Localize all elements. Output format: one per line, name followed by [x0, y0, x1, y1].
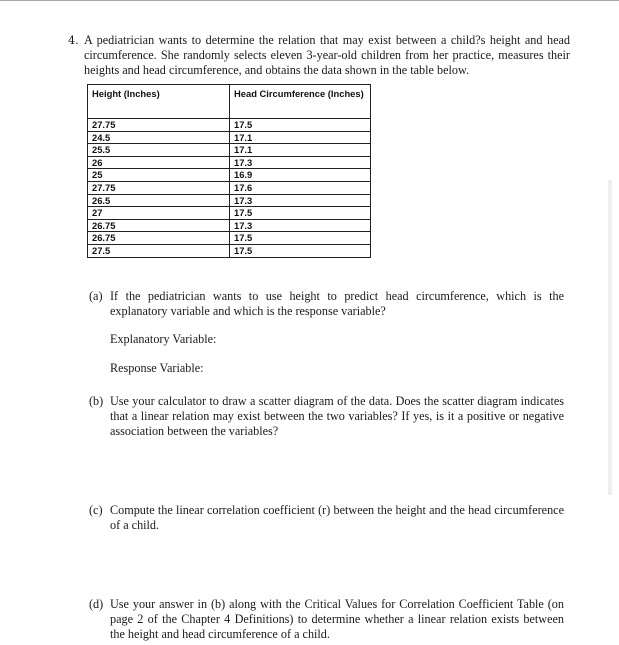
part-d-text: Use your answer in (b) along with the Critical Values for Correlation Coefficient Table (on page 2 of the Chapter 4 Definitions) to determine whether a linear relation exists between the height and head circumference of a child. [110, 597, 564, 641]
table-row [88, 207, 371, 220]
height-cell: 26.75 [88, 232, 230, 245]
table-header-row [88, 85, 371, 119]
head-cell: 17.1 [230, 144, 371, 157]
part-a-label: (a) [89, 289, 103, 303]
problem-intro: A pediatrician wants to determine the relation that may exist between a child?s height and head circumference. She randomly selects eleven 3-year-old children from her practice, measures their heights and head circumference, and obtains the data shown in the table below. [84, 33, 570, 77]
head-cell: 17.3 [230, 219, 371, 232]
height-cell: 27.75 [88, 181, 230, 194]
part-b-text: Use your calculator to draw a scatter diagram of the data. Does the scatter diagram indicates that a linear relation may exist between the two variables? If yes, is it a positive or negative association between the variables? [110, 394, 564, 438]
head-cell: 17.5 [230, 232, 371, 245]
table-row [88, 131, 371, 144]
table-row [88, 219, 371, 232]
height-cell: 24.5 [88, 131, 230, 144]
part-a-text: If the pediatrician wants to use height to predict head circumference, which is the explanatory variable and which is the response variable? [110, 289, 564, 318]
part-d-label: (d) [89, 597, 104, 611]
part-c-text: Compute the linear correlation coefficient (r) between the height and the head circumference of a child. [110, 503, 564, 532]
head-cell: 17.5 [230, 244, 371, 257]
head-cell: 17.3 [230, 156, 371, 169]
head-cell: 16.9 [230, 169, 371, 182]
explanatory-variable-label: Explanatory Variable: [110, 332, 217, 346]
head-cell: 17.5 [230, 119, 371, 132]
height-cell: 27.5 [88, 244, 230, 257]
response-variable-label: Response Variable: [110, 361, 204, 375]
height-cell: 26.75 [88, 219, 230, 232]
height-cell: 27.75 [88, 119, 230, 132]
head-cell: 17.3 [230, 194, 371, 207]
table-row [88, 169, 371, 182]
table-row [88, 232, 371, 245]
header-head-circumference: Head Circumference (Inches) [230, 85, 371, 119]
part-b-label: (b) [89, 394, 104, 408]
head-cell: 17.1 [230, 131, 371, 144]
scrollbar-track[interactable] [608, 180, 612, 495]
height-cell: 26.5 [88, 194, 230, 207]
table-row [88, 156, 371, 169]
top-border-rule [0, 0, 619, 1]
part-c-label: (c) [89, 503, 103, 517]
height-cell: 25 [88, 169, 230, 182]
problem-number: 4. [68, 34, 79, 47]
head-cell: 17.6 [230, 181, 371, 194]
height-cell: 26 [88, 156, 230, 169]
header-height: Height (Inches) [88, 85, 230, 119]
height-cell: 25.5 [88, 144, 230, 157]
height-cell: 27 [88, 207, 230, 220]
table-row [88, 244, 371, 257]
table-row [88, 181, 371, 194]
table-row [88, 194, 371, 207]
table-row [88, 144, 371, 157]
table-row [88, 119, 371, 132]
head-cell: 17.5 [230, 207, 371, 220]
data-table [87, 84, 371, 258]
